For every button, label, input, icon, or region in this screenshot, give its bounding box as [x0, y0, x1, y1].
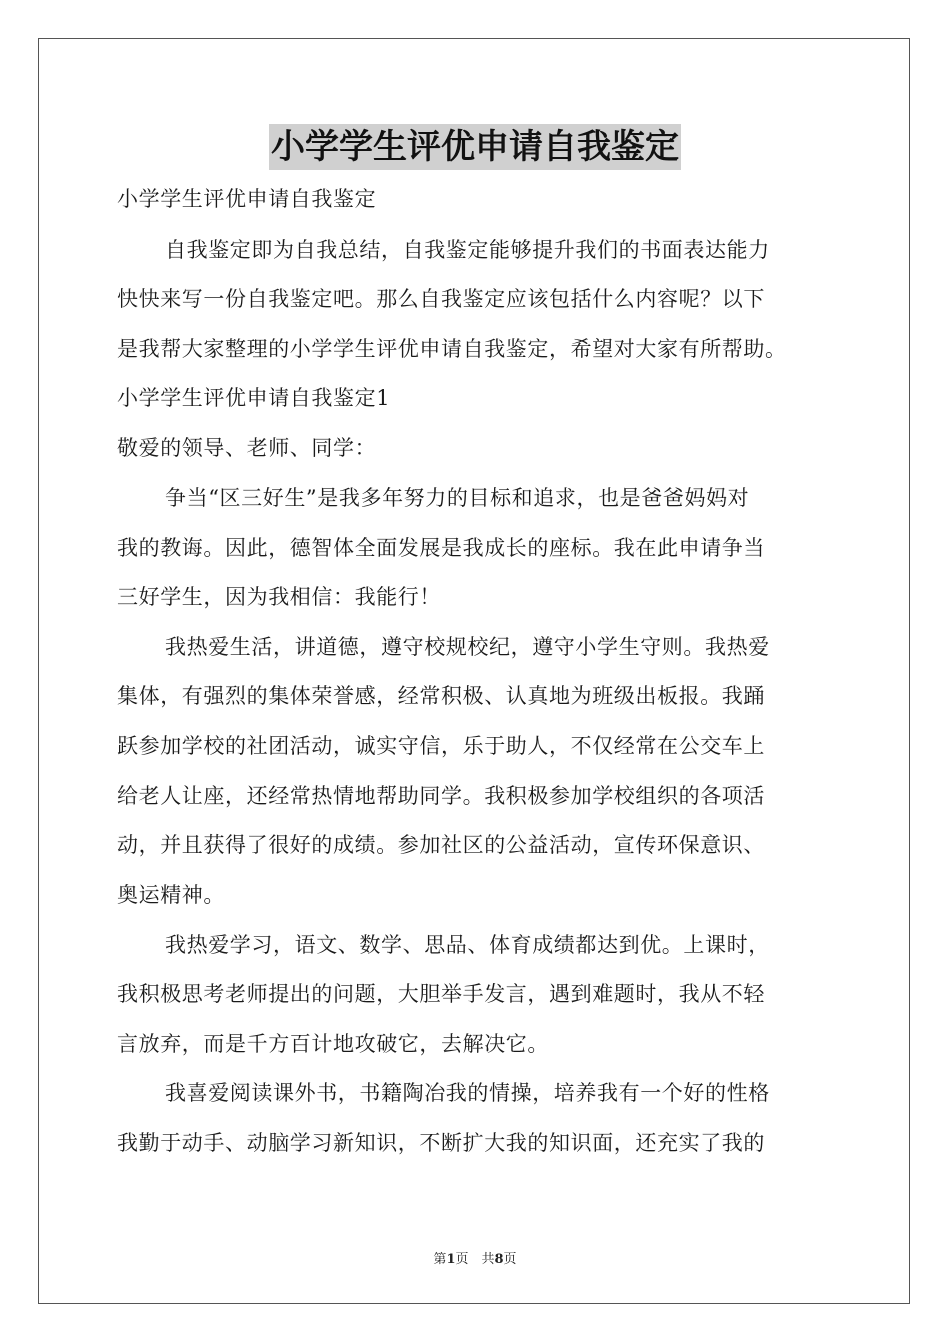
- paragraph-line: 争当“区三好生”是我多年努力的目标和追求，也是爸爸妈妈对: [165, 486, 750, 510]
- document-title: 小学学生评优申请自我鉴定: [269, 124, 681, 170]
- footer-current-page: 1: [446, 1252, 456, 1267]
- paragraph-line: 我喜爱阅读课外书，书籍陶冶我的情操，培养我有一个好的性格: [165, 1081, 770, 1105]
- paragraph-line: 我积极思考老师提出的问题，大胆举手发言，遇到难题时，我从不轻: [117, 982, 765, 1006]
- subtitle-line: 小学学生评优申请自我鉴定: [117, 187, 377, 211]
- paragraph-line: 奥运精神。: [117, 883, 225, 907]
- section-heading: 小学学生评优申请自我鉴定1: [117, 386, 391, 410]
- footer-suffix: 页: [503, 1252, 517, 1267]
- page-footer: [0, 1248, 950, 1267]
- paragraph-line: 动，并且获得了很好的成绩。参加社区的公益活动，宣传环保意识、: [117, 833, 765, 857]
- footer-total-pages: 8: [494, 1252, 504, 1267]
- footer-prefix: 第: [433, 1252, 447, 1267]
- paragraph-line: 集体，有强烈的集体荣誉感，经常积极、认真地为班级出板报。我踊: [117, 684, 765, 708]
- paragraph-line: 我勤于动手、动脑学习新知识，不断扩大我的知识面，还充实了我的: [117, 1131, 765, 1155]
- paragraph-line: 自我鉴定即为自我总结，自我鉴定能够提升我们的书面表达能力: [165, 238, 770, 262]
- paragraph-line: 跃参加学校的社团活动，诚实守信，乐于助人，不仅经常在公交车上: [117, 734, 765, 758]
- paragraph-line: 是我帮大家整理的小学学生评优申请自我鉴定，希望对大家有所帮助。: [117, 337, 787, 361]
- page-border: [38, 38, 910, 1304]
- paragraph-line: 快快来写一份自我鉴定吧。那么自我鉴定应该包括什么内容呢？以下: [117, 287, 765, 311]
- paragraph-line: 我热爱学习，语文、数学、思品、体育成绩都达到优。上课时，: [165, 933, 770, 957]
- paragraph-line: 三好学生，因为我相信：我能行！: [117, 585, 441, 609]
- footer-mid: 页 共: [455, 1252, 495, 1267]
- title-container: [0, 124, 950, 170]
- paragraph-line: 我热爱生活，讲道德，遵守校规校纪，遵守小学生守则。我热爱: [165, 635, 770, 659]
- salutation-line: 敬爱的领导、老师、同学：: [117, 436, 377, 460]
- paragraph-line: 我的教诲。因此，德智体全面发展是我成长的座标。我在此申请争当: [117, 536, 765, 560]
- paragraph-line: 给老人让座，还经常热情地帮助同学。我积极参加学校组织的各项活: [117, 784, 765, 808]
- paragraph-line: 言放弃，而是千方百计地攻破它，去解决它。: [117, 1032, 549, 1056]
